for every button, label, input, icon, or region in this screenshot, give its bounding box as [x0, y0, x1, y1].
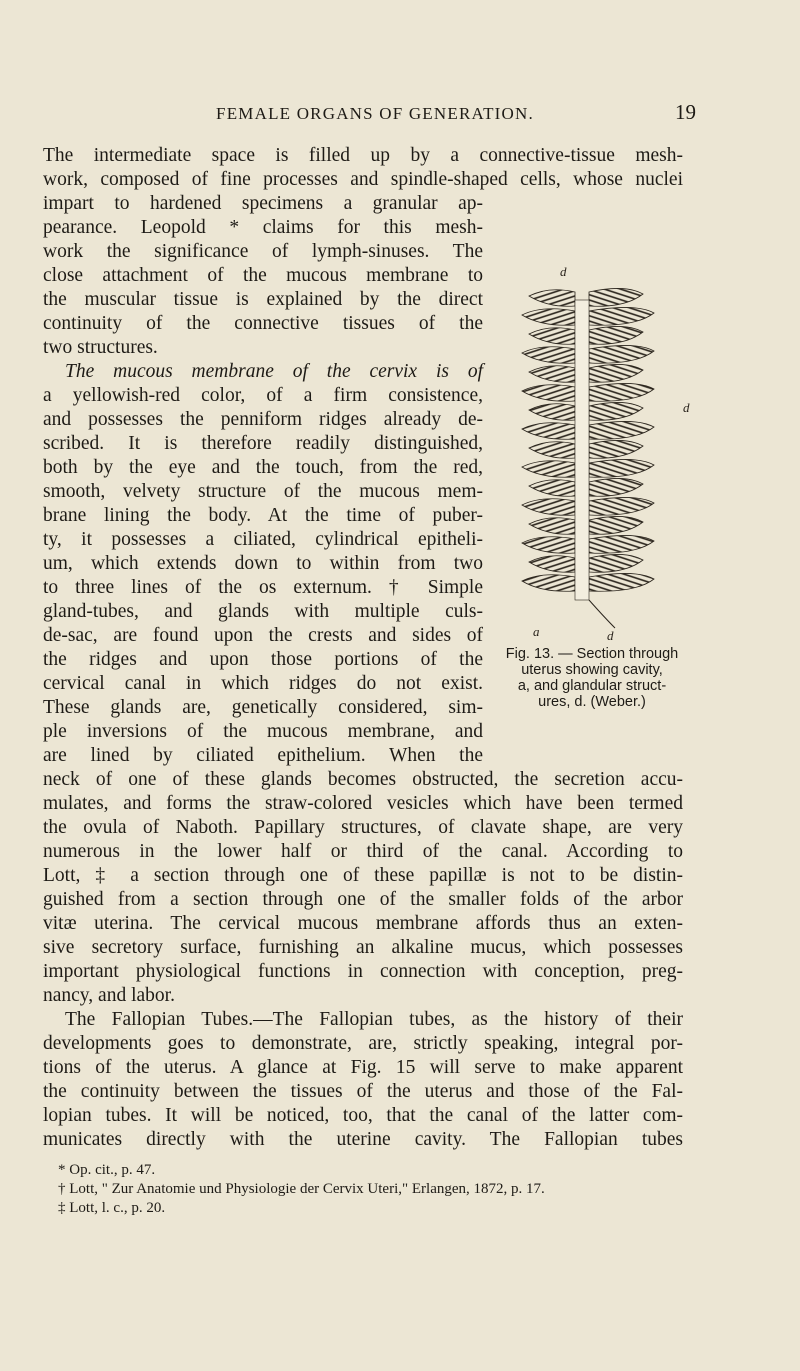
uterus-section-illustration	[495, 262, 695, 642]
right-gland-fold	[589, 345, 654, 363]
text-line: smooth, velvety structure of the mucous mem-	[43, 481, 483, 502]
canal-outline	[589, 600, 615, 628]
left-gland-fold	[522, 385, 575, 402]
caption-line: ures, d. (Weber.)	[538, 694, 646, 710]
text-line: cervical canal in which ridges do not exist.	[43, 673, 483, 694]
text-line: the ridges and upon those portions of the	[43, 649, 483, 670]
left-gland-fold	[522, 461, 575, 478]
uterus-section-drawing	[495, 262, 695, 642]
right-gland-fold	[589, 554, 643, 572]
text-line: guished from a section through one of the smaller folds of the arbor	[43, 889, 683, 910]
text-line: lopian tubes. It will be noticed, too, that the canal of the latter com-	[43, 1105, 683, 1126]
page-number: 19	[675, 100, 696, 124]
right-gland-fold	[589, 516, 643, 534]
figure-label-d-bottom: d	[607, 628, 614, 642]
right-gland-fold	[589, 535, 654, 553]
text-line: de-sac, are found upon the crests and sides of	[43, 625, 483, 646]
text-line: to three lines of the os externum. † Simple	[43, 577, 483, 598]
right-gland-fold	[589, 288, 643, 306]
right-gland-fold	[589, 459, 654, 477]
text-line: pearance. Leopold * claims for this mesh-	[43, 217, 483, 238]
text-line: and possesses the penniform ridges already de-	[43, 409, 483, 430]
right-gland-fold	[589, 421, 654, 439]
text-line: close attachment of the mucous membrane to	[43, 265, 483, 286]
text-line: um, which extends down to within from two	[43, 553, 483, 574]
text-line: mulates, and forms the straw-colored vesicles which have been termed	[43, 793, 683, 814]
running-title: FEMALE ORGANS OF GENERATION.	[216, 104, 534, 123]
text-line: nancy, and labor.	[43, 985, 175, 1006]
footnote: † Lott, " Zur Anatomie und Physiologie der Cervix Uteri," Erlangen, 1872, p. 17.	[58, 1181, 545, 1197]
text-line: sive secretory surface, furnishing an alkaline mucus, which possesses	[43, 937, 683, 958]
text-line: ty, it possesses a ciliated, cylindrical epitheli-	[43, 529, 483, 550]
text-line: ple inversions of the mucous membrane, and	[43, 721, 483, 742]
right-gland-fold	[589, 307, 654, 325]
figure-label-a: a	[533, 624, 540, 639]
left-gland-fold	[529, 290, 575, 307]
right-gland-fold	[589, 478, 643, 496]
left-gland-fold	[529, 518, 575, 535]
footnote: * Op. cit., p. 47.	[58, 1162, 156, 1178]
text-line: tions of the uterus. A glance at Fig. 15 will serve to make apparent	[43, 1057, 683, 1078]
text-line: a yellowish-red color, of a firm consistence,	[43, 385, 483, 406]
left-gland-fold	[522, 309, 575, 326]
text-line: vitæ uterina. The cervical mucous membrane affords thus an exten-	[43, 913, 683, 934]
left-gland-fold	[529, 442, 575, 459]
text-line: two structures.	[43, 337, 158, 358]
text-line: important physiological functions in connection with conception, preg-	[43, 961, 683, 982]
text-line: The intermediate space is filled up by a connective-tissue mesh-	[43, 145, 683, 166]
text-line: developments goes to demonstrate, are, strictly speaking, integral por-	[43, 1033, 683, 1054]
text-line: impart to hardened specimens a granular ap-	[43, 193, 483, 214]
text-line: brane lining the body. At the time of puber-	[43, 505, 483, 526]
caption-line: Fig. 13. — Section through	[505, 646, 679, 662]
caption-line: a, and glandular struct-	[517, 678, 667, 694]
left-gland-fold	[522, 575, 575, 592]
text-line: are lined by ciliated epithelium. When the	[43, 745, 483, 766]
text-line: the continuity between the tissues of the uterus and those of the Fal-	[43, 1081, 683, 1102]
page-header	[0, 100, 800, 130]
figure-label-d-right: d	[683, 400, 690, 415]
left-gland-fold	[522, 347, 575, 364]
figure-label-d-top: d	[560, 264, 567, 279]
right-gland-fold	[589, 402, 643, 420]
left-gland-fold	[522, 499, 575, 516]
text-line: The mucous membrane of the cervix is of	[65, 361, 483, 382]
text-line: numerous in the lower half or third of the canal. According to	[43, 841, 683, 862]
left-gland-fold	[529, 366, 575, 383]
right-gland-fold	[589, 326, 643, 344]
right-gland-fold	[589, 573, 654, 591]
text-line: the muscular tissue is explained by the direct	[43, 289, 483, 310]
left-gland-fold	[529, 556, 575, 573]
text-line: continuity of the connective tissues of the	[43, 313, 483, 334]
text-line: the ovula of Naboth. Papillary structures, of clavate shape, are very	[43, 817, 683, 838]
footnote: ‡ Lott, l. c., p. 20.	[58, 1200, 166, 1216]
text-line: gland-tubes, and glands with multiple culs-	[43, 601, 483, 622]
left-gland-fold	[522, 423, 575, 440]
caption-line: uterus showing cavity,	[521, 662, 663, 678]
left-gland-fold	[529, 404, 575, 421]
right-gland-fold	[589, 364, 643, 382]
text-line: work the significance of lymph-sinuses. The	[43, 241, 483, 262]
left-gland-fold	[529, 328, 575, 345]
text-line: scribed. It is therefore readily distinguished,	[43, 433, 483, 454]
left-gland-fold	[522, 537, 575, 554]
right-gland-fold	[589, 383, 654, 401]
right-gland-fold	[589, 440, 643, 458]
text-line: Lott, ‡ a section through one of these papillæ is not to be distin-	[43, 865, 683, 886]
left-gland-fold	[529, 480, 575, 497]
text-line: both by the eye and the touch, from the red,	[43, 457, 483, 478]
text-line: municates directly with the uterine cavity. The Fallopian tubes	[43, 1129, 683, 1150]
text-line: work, composed of fine processes and spindle-shaped cells, whose nuclei	[43, 169, 683, 190]
text-line: neck of one of these glands becomes obstructed, the secretion accu-	[43, 769, 683, 790]
right-gland-fold	[589, 497, 654, 515]
figure-caption	[492, 646, 692, 710]
text-line: These glands are, genetically considered, sim-	[43, 697, 483, 718]
section-heading-line: The Fallopian Tubes.—The Fallopian tubes, as the history of their	[65, 1009, 683, 1030]
